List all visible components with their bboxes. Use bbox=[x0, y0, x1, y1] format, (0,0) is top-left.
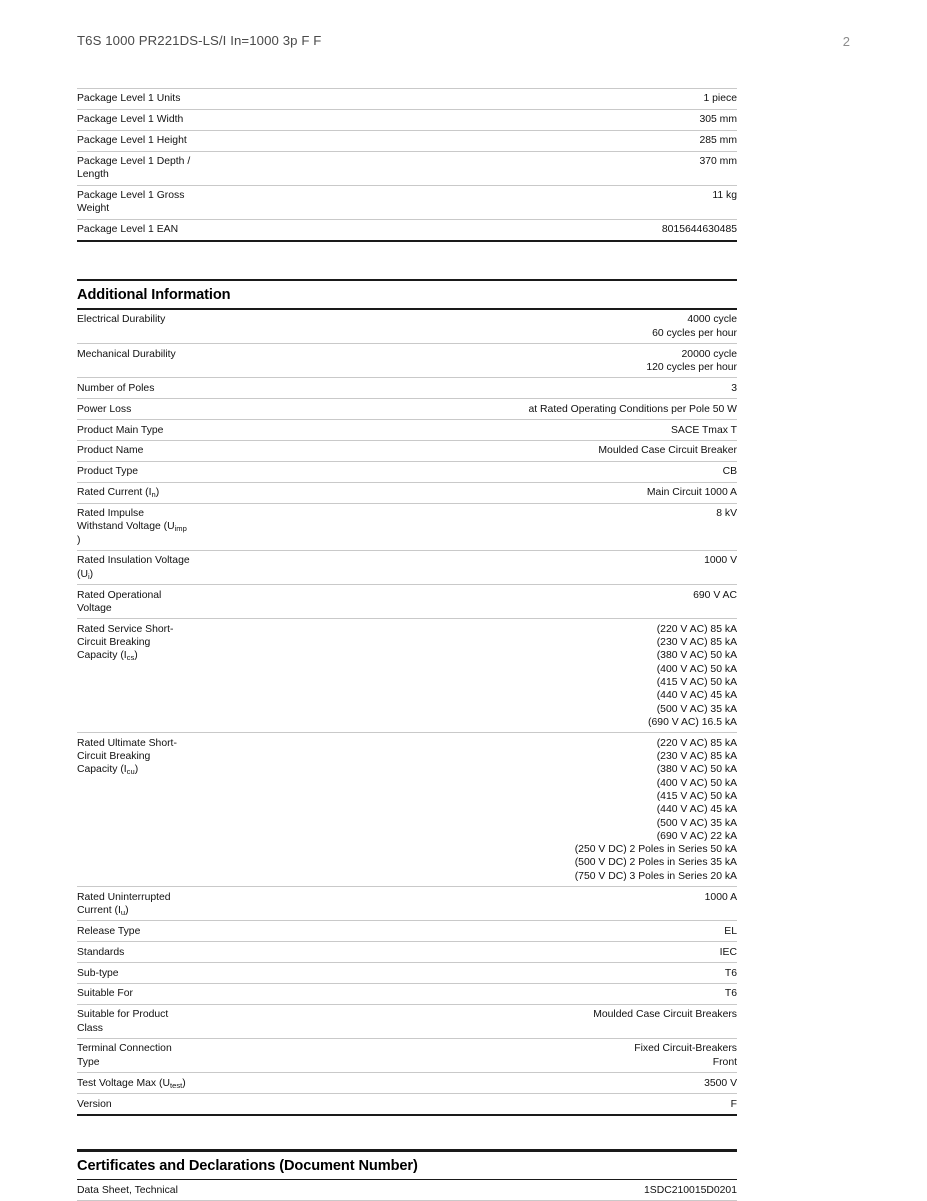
row-label-line: Circuit Breaking bbox=[77, 637, 151, 649]
table-row bbox=[77, 921, 737, 942]
row-value-line: (250 V DC) 2 Poles in Series 50 kA bbox=[574, 844, 737, 856]
table-row bbox=[77, 344, 737, 378]
row-value: T6 bbox=[377, 984, 737, 1005]
table-row bbox=[77, 585, 737, 619]
row-label-line bbox=[77, 763, 369, 776]
row-value: 305 mm bbox=[377, 109, 737, 130]
row-value-line: (440 V AC) 45 kA bbox=[656, 690, 737, 702]
row-label: Product Name bbox=[77, 441, 377, 462]
row-value: 1000 A bbox=[377, 887, 737, 921]
subscript: n bbox=[151, 490, 156, 500]
row-label-line: Class bbox=[77, 1022, 103, 1034]
table-row bbox=[77, 310, 737, 344]
row-label: Standards bbox=[77, 942, 377, 963]
row-label-line: Suitable for Product bbox=[77, 1009, 169, 1021]
table-row bbox=[77, 482, 737, 503]
row-value: Moulded Case Circuit Breaker bbox=[377, 441, 737, 462]
row-value-line: (440 V AC) 45 kA bbox=[656, 804, 737, 816]
row-label: Package Level 1 EAN bbox=[77, 219, 377, 240]
row-label-tail: ) bbox=[89, 568, 94, 580]
section-heading: Certificates and Declarations (Document Number) bbox=[77, 1157, 418, 1174]
table-row bbox=[77, 219, 737, 240]
subscript: cu bbox=[126, 767, 135, 777]
table-row bbox=[77, 1073, 737, 1094]
row-value: 370 mm bbox=[377, 151, 737, 185]
row-value: EL bbox=[377, 921, 737, 942]
row-label: Data Sheet, Technical bbox=[77, 1180, 377, 1200]
row-value-line: 120 cycles per hour bbox=[646, 361, 737, 373]
row-label-line: Rated Impulse bbox=[77, 508, 144, 520]
table-row bbox=[77, 1094, 737, 1115]
row-value-line: (400 V AC) 50 kA bbox=[656, 663, 737, 675]
row-label-line: Rated Insulation Voltage bbox=[77, 555, 190, 567]
additional-information-table bbox=[77, 310, 737, 1116]
row-value-line: (750 V DC) 3 Poles in Series 20 kA bbox=[574, 870, 737, 882]
row-value bbox=[377, 310, 737, 344]
row-label: Suitable For bbox=[77, 984, 377, 1005]
row-value: 1SDC210015D0201 bbox=[377, 1180, 737, 1200]
row-label-tail: ) bbox=[125, 904, 129, 916]
row-label-text: Capacity (I bbox=[77, 764, 127, 776]
row-value: 690 V AC bbox=[377, 585, 737, 619]
row-value-line: (220 V AC) 85 kA bbox=[656, 737, 737, 749]
row-label-line bbox=[77, 904, 369, 917]
row-value: Moulded Case Circuit Breakers bbox=[377, 1004, 737, 1038]
row-label bbox=[77, 887, 377, 921]
sheet-body bbox=[77, 88, 737, 1201]
row-label-text: Withstand Voltage (U bbox=[77, 521, 175, 533]
row-label-line: Package Level 1 Gross bbox=[77, 190, 185, 202]
row-label-tail: ) bbox=[155, 487, 160, 499]
table-row bbox=[77, 89, 737, 110]
row-label: Power Loss bbox=[77, 399, 377, 420]
row-label bbox=[77, 151, 377, 185]
row-value: T6 bbox=[377, 963, 737, 984]
table-row bbox=[77, 887, 737, 921]
row-value: F bbox=[377, 1094, 737, 1115]
table-row bbox=[77, 1039, 737, 1073]
row-label bbox=[77, 1004, 377, 1038]
row-value-line: (380 V AC) 50 kA bbox=[656, 650, 737, 662]
row-value: Main Circuit 1000 A bbox=[377, 482, 737, 503]
row-value-line: (220 V AC) 85 kA bbox=[656, 623, 737, 635]
running-head bbox=[77, 33, 850, 55]
row-value: 8 kV bbox=[377, 503, 737, 550]
row-value-line: 4000 cycle bbox=[687, 314, 737, 326]
row-label: Package Level 1 Units bbox=[77, 89, 377, 110]
table-row bbox=[77, 399, 737, 420]
row-label: Mechanical Durability bbox=[77, 344, 377, 378]
row-label-text: Test Voltage Max (U bbox=[77, 1077, 170, 1089]
row-label: Product Type bbox=[77, 461, 377, 482]
table-row bbox=[77, 733, 737, 887]
row-label: Version bbox=[77, 1094, 377, 1115]
row-label-tail: ) bbox=[134, 764, 139, 776]
row-label-line: Rated Uninterrupted bbox=[77, 891, 171, 903]
row-label: Electrical Durability bbox=[77, 310, 377, 344]
row-label: Package Level 1 Height bbox=[77, 130, 377, 151]
row-value bbox=[377, 733, 737, 887]
table-row bbox=[77, 461, 737, 482]
row-label-line: Rated Operational bbox=[77, 589, 162, 601]
table-row bbox=[77, 942, 737, 963]
row-value-line: Front bbox=[712, 1056, 737, 1068]
row-label: Number of Poles bbox=[77, 378, 377, 399]
row-label: Sub-type bbox=[77, 963, 377, 984]
row-value-line: (380 V AC) 50 kA bbox=[656, 764, 737, 776]
row-label bbox=[77, 503, 377, 550]
row-label bbox=[77, 733, 377, 887]
row-value-line: (230 V AC) 85 kA bbox=[656, 637, 737, 649]
row-label-line bbox=[77, 649, 369, 662]
table-row bbox=[77, 963, 737, 984]
row-label: Package Level 1 Width bbox=[77, 109, 377, 130]
subscript: test bbox=[169, 1080, 183, 1090]
row-label-line: Weight bbox=[77, 203, 110, 215]
section-gap bbox=[77, 1116, 737, 1149]
subscript: cs bbox=[126, 653, 135, 663]
row-value-line: 60 cycles per hour bbox=[652, 327, 737, 339]
section-additional-information bbox=[77, 279, 737, 1116]
row-label-text: (U bbox=[77, 568, 88, 580]
row-value-line: 20000 cycle bbox=[681, 348, 737, 360]
row-label-line: Package Level 1 Depth / bbox=[77, 156, 191, 168]
table-row bbox=[77, 109, 737, 130]
table-row bbox=[77, 619, 737, 733]
table-row bbox=[77, 984, 737, 1005]
row-label bbox=[77, 619, 377, 733]
row-label: Product Main Type bbox=[77, 420, 377, 441]
table-row bbox=[77, 551, 737, 585]
table-row bbox=[77, 441, 737, 462]
subscript: imp bbox=[174, 524, 187, 534]
table-row bbox=[77, 151, 737, 185]
row-label bbox=[77, 551, 377, 585]
row-label-line: Length bbox=[77, 169, 109, 181]
row-value: IEC bbox=[377, 942, 737, 963]
table-row bbox=[77, 503, 737, 550]
row-value-line: (500 V AC) 35 kA bbox=[656, 703, 737, 715]
row-label-text: Rated Current (I bbox=[77, 487, 152, 499]
row-label-tail: ) bbox=[134, 650, 138, 662]
row-value bbox=[377, 344, 737, 378]
subscript: i bbox=[87, 571, 90, 581]
row-label bbox=[77, 1039, 377, 1073]
row-value bbox=[377, 619, 737, 733]
section-gap bbox=[77, 242, 737, 279]
row-value: 285 mm bbox=[377, 130, 737, 151]
row-value-line: (415 V AC) 50 kA bbox=[656, 677, 737, 689]
table-row bbox=[77, 1180, 737, 1200]
row-label-line: Voltage bbox=[77, 602, 112, 614]
row-value: at Rated Operating Conditions per Pole 50 W bbox=[377, 399, 737, 420]
row-value-line: (230 V AC) 85 kA bbox=[656, 751, 737, 763]
row-value: CB bbox=[377, 461, 737, 482]
row-value: 3 bbox=[377, 378, 737, 399]
row-label-line bbox=[77, 520, 369, 533]
row-label-line: Rated Ultimate Short- bbox=[77, 737, 177, 749]
document-title: T6S 1000 PR221DS-LS/I In=1000 3p F F bbox=[77, 33, 322, 48]
row-value bbox=[377, 1039, 737, 1073]
table-row bbox=[77, 130, 737, 151]
table-row bbox=[77, 1004, 737, 1038]
table-row bbox=[77, 378, 737, 399]
row-value-line: (500 V DC) 2 Poles in Series 35 kA bbox=[574, 857, 737, 869]
row-value-line: (500 V AC) 35 kA bbox=[656, 817, 737, 829]
page-number: 2 bbox=[842, 34, 850, 49]
row-label: Release Type bbox=[77, 921, 377, 942]
row-label-line: Terminal Connection bbox=[77, 1043, 172, 1055]
row-value-line: (400 V AC) 50 kA bbox=[656, 777, 737, 789]
row-label-tail: ) bbox=[182, 1077, 186, 1089]
row-label-text: Current (I bbox=[77, 904, 121, 916]
row-value: 1000 V bbox=[377, 551, 737, 585]
section-heading: Additional Information bbox=[77, 287, 231, 304]
row-label-line: Type bbox=[77, 1056, 100, 1068]
row-value: 8015644630485 bbox=[377, 219, 737, 240]
row-label-text: Capacity (I bbox=[77, 650, 127, 662]
row-value-line: (690 V AC) 22 kA bbox=[656, 830, 737, 842]
row-label-line: Circuit Breaking bbox=[77, 751, 151, 763]
row-label-line: Rated Service Short- bbox=[77, 623, 174, 635]
row-value: 1 piece bbox=[377, 89, 737, 110]
row-value: SACE Tmax T bbox=[377, 420, 737, 441]
row-value: 11 kg bbox=[377, 185, 737, 219]
certificates-table bbox=[77, 1180, 737, 1201]
row-label bbox=[77, 1073, 377, 1094]
row-label-line: ) bbox=[77, 534, 81, 546]
section-certificates bbox=[77, 1149, 737, 1201]
packaging-table bbox=[77, 88, 737, 242]
row-label bbox=[77, 185, 377, 219]
row-value-line: Fixed Circuit-Breakers bbox=[634, 1043, 737, 1055]
row-value-line: (415 V AC) 50 kA bbox=[656, 790, 737, 802]
row-value-line: (690 V AC) 16.5 kA bbox=[648, 716, 737, 728]
row-label bbox=[77, 585, 377, 619]
table-row bbox=[77, 185, 737, 219]
row-label-line bbox=[77, 568, 369, 581]
row-label bbox=[77, 482, 377, 503]
subscript: u bbox=[120, 907, 126, 917]
row-value: 3500 V bbox=[377, 1073, 737, 1094]
table-row bbox=[77, 420, 737, 441]
